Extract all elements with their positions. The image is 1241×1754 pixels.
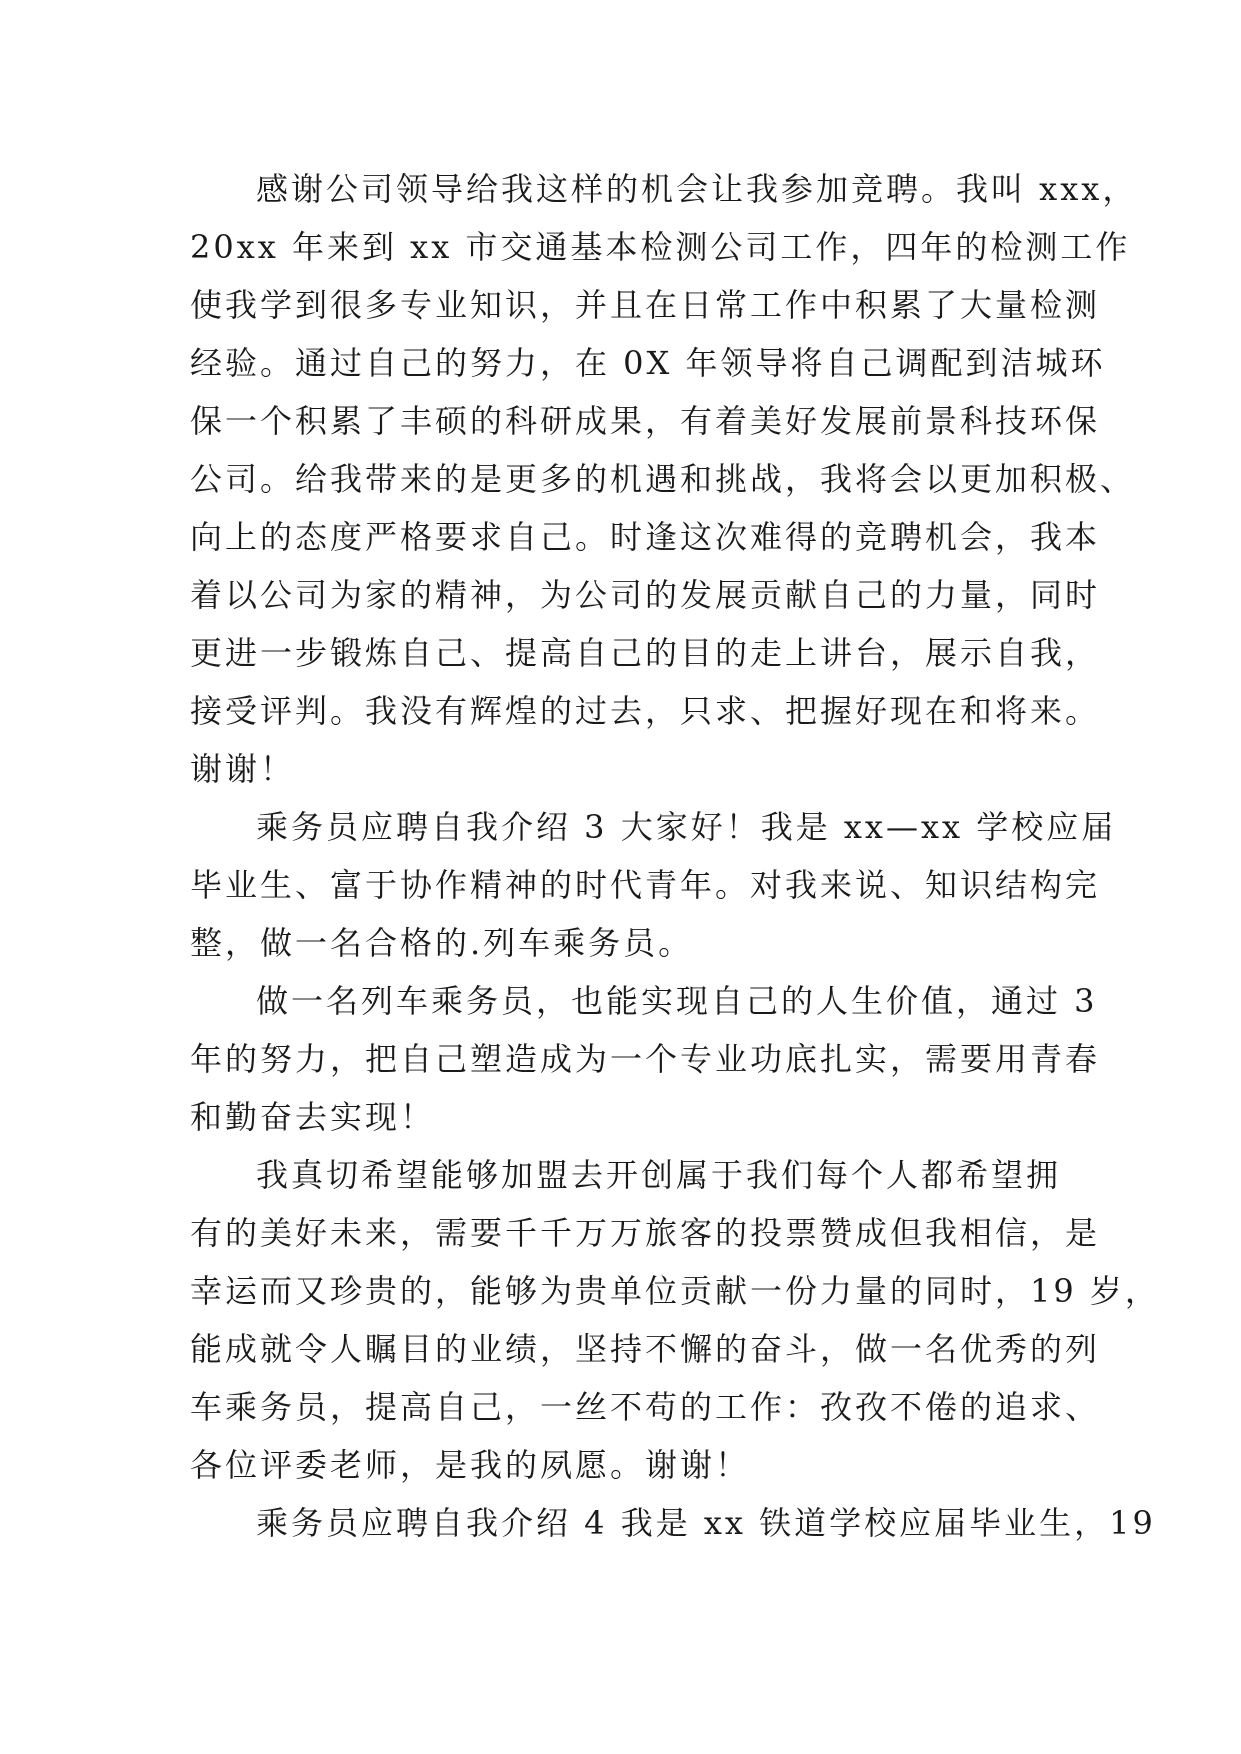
text-line: 毕业生、富于协作精神的时代青年。对我来说、知识结构完 <box>190 866 1101 904</box>
text-line: 能成就令人瞩目的业绩，坚持不懈的奋斗，做一名优秀的列 <box>190 1330 1101 1368</box>
text-line: 更进一步锻炼自己、提高自己的目的走上讲台，展示自我， <box>190 634 1101 672</box>
text-line: 20xx 年来到 xx 市交通基本检测公司工作，四年的检测工作 <box>190 228 1131 266</box>
text-line: 公司。给我带来的是更多的机遇和挑战，我将会以更加积极、 <box>190 460 1136 498</box>
text-line: 保一个积累了丰硕的科研成果，有着美好发展前景科技环保 <box>190 402 1101 440</box>
text-line: 我真切希望能够加盟去开创属于我们每个人都希望拥 <box>256 1156 1062 1194</box>
text-line: 各位评委老师，是我的夙愿。谢谢！ <box>190 1446 751 1484</box>
text-line: 整，做一名合格的.列车乘务员。 <box>190 924 694 962</box>
text-line: 年的努力，把自己塑造成为一个专业功底扎实，需要用青春 <box>190 1040 1101 1078</box>
text-line: 幸运而又珍贵的，能够为贵单位贡献一份力量的同时，19 岁， <box>190 1272 1160 1310</box>
text-line: 乘务员应聘自我介绍 3 大家好！我是 xx—xx 学校应届 <box>256 808 1117 846</box>
text-line: 和勤奋去实现！ <box>190 1098 436 1136</box>
document-body <box>190 160 1160 1552</box>
text-line: 车乘务员，提高自己，一丝不苟的工作：孜孜不倦的追求、 <box>190 1388 1101 1426</box>
text-line: 接受评判。我没有辉煌的过去，只求、把握好现在和将来。 <box>190 692 1101 730</box>
text-line: 有的美好未来，需要千千万万旅客的投票赞成但我相信，是 <box>190 1214 1101 1252</box>
text-line: 经验。通过自己的努力，在 0X 年领导将自己调配到洁城环 <box>190 344 1106 382</box>
text-line: 着以公司为家的精神，为公司的发展贡献自己的力量，同时 <box>190 576 1101 614</box>
text-line: 感谢公司领导给我这样的机会让我参加竞聘。我叫 xxx， <box>256 170 1138 208</box>
text-line: 向上的态度严格要求自己。时逢这次难得的竞聘机会，我本 <box>190 518 1101 556</box>
text-line: 做一名列车乘务员，也能实现自己的人生价值，通过 3 <box>256 982 1098 1020</box>
text-line: 乘务员应聘自我介绍 4 我是 xx 铁道学校应届毕业生，19 <box>256 1504 1156 1542</box>
text-line: 使我学到很多专业知识，并且在日常工作中积累了大量检测 <box>190 286 1101 324</box>
text-line: 谢谢！ <box>190 750 296 788</box>
